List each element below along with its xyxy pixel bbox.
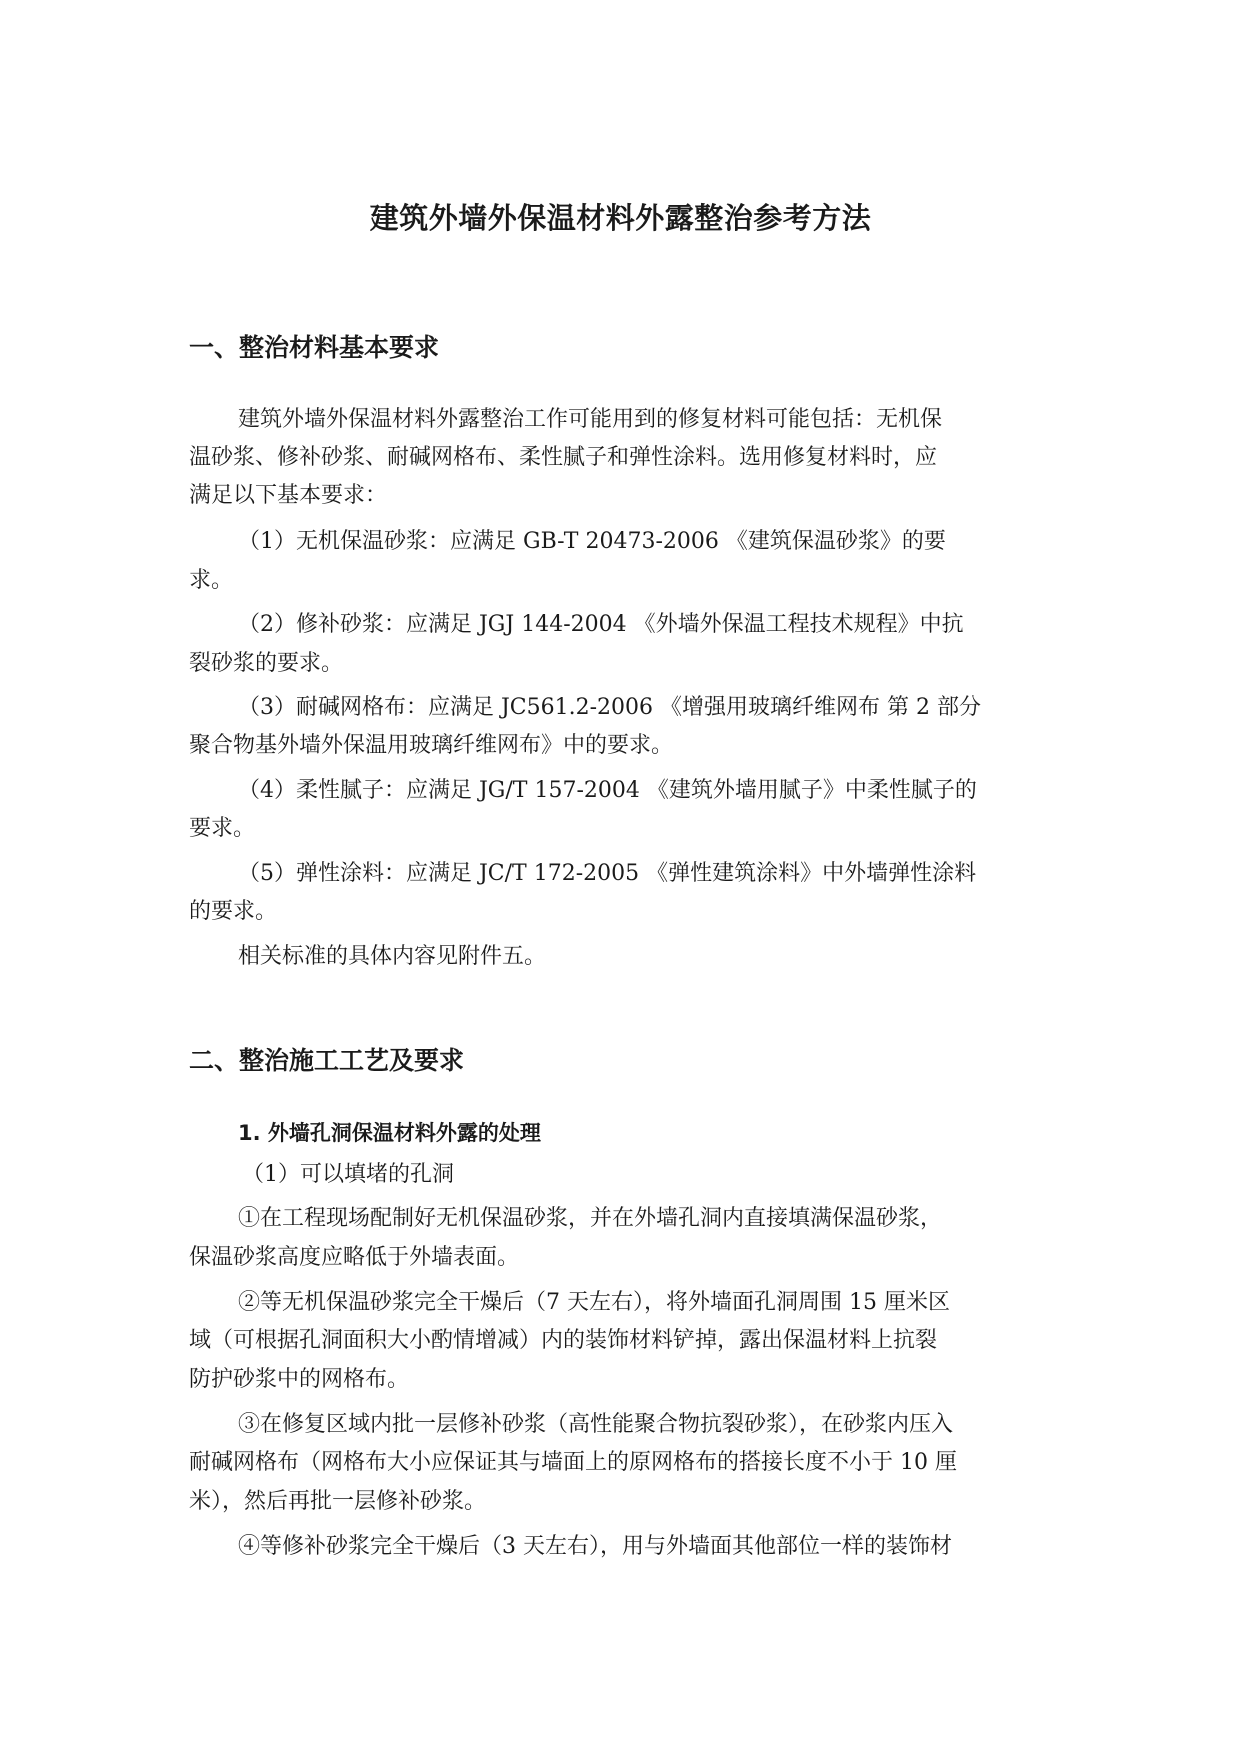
paragraph-line: （2）修补砂浆：应满足 JGJ 144-2004 《外墙外保温工程技术规程》中抗 <box>238 612 964 637</box>
paragraph-line: 满足以下基本要求： <box>189 483 388 508</box>
paragraph-line: ①在工程现场配制好无机保温砂浆，并在外墙孔洞内直接填满保温砂浆， <box>238 1206 943 1231</box>
paragraph-line: （4）柔性腻子：应满足 JG/T 157-2004 《建筑外墙用腻子》中柔性腻子的 <box>238 778 977 803</box>
paragraph-line: ④等修补砂浆完全干燥后（3 天左右），用与外墙面其他部位一样的装饰材 <box>238 1534 952 1559</box>
subsection-heading: 1. 外墙孔洞保温材料外露的处理 <box>238 1121 541 1145</box>
paragraph-line: 米），然后再批一层修补砂浆。 <box>189 1489 487 1514</box>
paragraph-line: 温砂浆、修补砂浆、耐碱网格布、柔性腻子和弹性涂料。选用修复材料时，应 <box>189 445 938 470</box>
document-title: 建筑外墙外保温材料外露整治参考方法 <box>369 201 872 235</box>
paragraph-line: 保温砂浆高度应略低于外墙表面。 <box>189 1245 520 1270</box>
section-heading-materials: 一、整治材料基本要求 <box>189 333 440 362</box>
paragraph-line: ②等无机保温砂浆完全干燥后（7 天左右），将外墙面孔洞周围 15 厘米区 <box>238 1290 950 1315</box>
paragraph-line: 域（可根据孔洞面积大小酌情增减）内的装饰材料铲掉，露出保温材料上抗裂 <box>189 1328 938 1353</box>
paragraph-line: 防护砂浆中的网格布。 <box>189 1367 410 1392</box>
paragraph-line: 裂砂浆的要求。 <box>189 651 344 676</box>
paragraph-line: 要求。 <box>189 816 256 841</box>
paragraph-line: 的要求。 <box>189 899 278 924</box>
paragraph-line: 相关标准的具体内容见附件五。 <box>238 944 547 969</box>
paragraph-line: 建筑外墙外保温材料外露整治工作可能用到的修复材料可能包括：无机保 <box>238 407 943 432</box>
paragraph-line: ③在修复区域内批一层修补砂浆（高性能聚合物抗裂砂浆），在砂浆内压入 <box>238 1412 954 1437</box>
paragraph-line: （3）耐碱网格布：应满足 JC561.2-2006 《增强用玻璃纤维网布 第 2 部分 <box>238 695 982 720</box>
paragraph-line: 聚合物基外墙外保温用玻璃纤维网布》中的要求。 <box>189 733 674 758</box>
paragraph-line: （1）无机保温砂浆：应满足 GB-T 20473-2006 《建筑保温砂浆》的要 <box>238 529 946 554</box>
paragraph-line: 求。 <box>189 568 234 593</box>
paragraph-line: （5）弹性涂料：应满足 JC/T 172-2005 《弹性建筑涂料》中外墙弹性涂料 <box>238 861 977 886</box>
paragraph-line: （1）可以填堵的孔洞 <box>242 1162 454 1187</box>
paragraph-line: 耐碱网格布（网格布大小应保证其与墙面上的原网格布的搭接长度不小于 10 厘 <box>189 1450 957 1475</box>
section-heading-construction: 二、整治施工工艺及要求 <box>189 1046 465 1075</box>
